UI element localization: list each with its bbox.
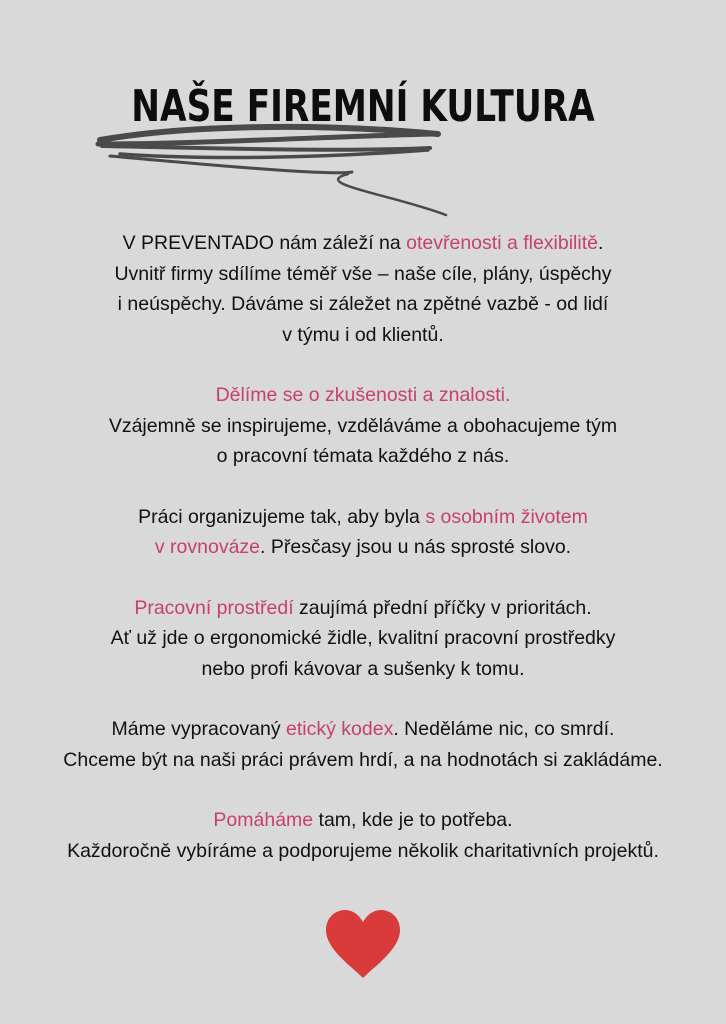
text-line (0, 593, 726, 624)
highlighted-text: Pracovní prostředí (134, 596, 294, 619)
text-line (0, 411, 726, 442)
text-segment: Každoročně vybíráme a podporujeme několik charitativních projektů. (67, 839, 659, 862)
text-segment: . Neděláme nic, co smrdí. (393, 718, 615, 740)
text-segment: Máme vypracovaný (111, 718, 287, 740)
text-segment: o pracovní témata každého z nás. (216, 445, 510, 467)
text-line (0, 441, 726, 472)
paragraph (0, 228, 726, 350)
text-segment: i neúspěchy. Dáváme si záležet na zpětné vazbě - od lidí (117, 293, 609, 315)
text-line (0, 654, 726, 685)
text-segment: . (598, 232, 604, 254)
highlighted-text: v rovnováze (154, 536, 261, 558)
paragraph (0, 380, 726, 472)
text-line (0, 228, 726, 259)
text-segment: . Přesčasy jsou u nás sprosté slovo. (260, 536, 572, 558)
text-line (0, 502, 726, 533)
text-segment: Ať už jde o ergonomické židle, kvalitní pracovní prostředky (110, 627, 616, 649)
highlighted-text: otevřenosti a flexibilitě (406, 232, 598, 254)
text-segment: v týmu i od klientů. (282, 323, 444, 346)
text-line (0, 623, 726, 654)
text-segment: Chceme být na naši práci právem hrdí, a na hodnotách si zakládáme. (63, 748, 663, 771)
highlighted-text: Dělíme se o zkušenosti a znalosti. (215, 384, 511, 406)
text-line (0, 836, 726, 867)
text-segment: Uvnitř firmy sdílíme téměř vše – naše cíle, plány, úspěchy (114, 262, 612, 285)
text-line (0, 320, 726, 351)
paragraph (0, 593, 726, 685)
heart-icon (324, 908, 402, 980)
text-line (0, 532, 726, 563)
text-segment: V PREVENTADO nám záleží na (122, 232, 407, 254)
text-segment: Práci organizujeme tak, aby byla (138, 505, 426, 528)
text-segment: tam, kde je to potřeba. (313, 809, 513, 831)
highlighted-text: etický kodex (286, 718, 394, 740)
text-segment: nebo profi kávovar a sušenky k tomu. (201, 657, 525, 680)
text-line (0, 714, 726, 745)
text-segment: Vzájemně se inspirujeme, vzděláváme a obohacujeme tým (108, 414, 618, 437)
text-line (0, 289, 726, 320)
culture-text (0, 228, 726, 896)
text-line (0, 380, 726, 411)
brush-stroke-icon (90, 118, 450, 223)
text-line (0, 259, 726, 290)
text-line (0, 805, 726, 836)
highlighted-text: Pomáháme (213, 809, 314, 831)
paragraph (0, 502, 726, 563)
text-line (0, 745, 726, 776)
text-segment: zaujímá přední příčky v prioritách. (293, 596, 592, 619)
paragraph (0, 714, 726, 775)
page-title: NAŠE FIREMNÍ KULTURA (131, 81, 595, 133)
highlighted-text: s osobním životem (425, 505, 588, 528)
paragraph (0, 805, 726, 866)
